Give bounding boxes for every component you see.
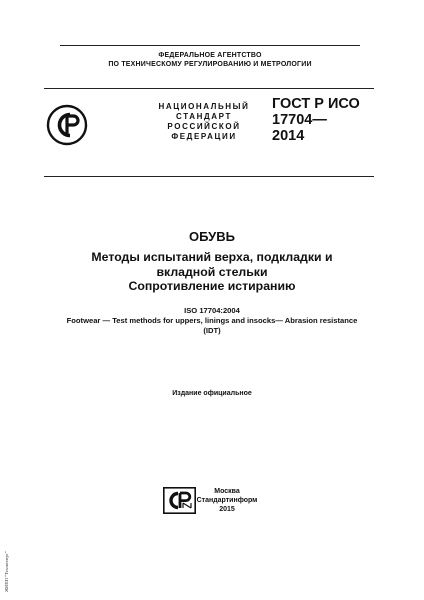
- agency-header: [60, 45, 360, 69]
- agency-line-2: ПО ТЕХНИЧЕСКОМУ РЕГУЛИРОВАНИЮ И МЕТРОЛОГИИ: [108, 61, 312, 68]
- header-divider-bottom: [44, 176, 374, 177]
- english-title-idt: (IDT): [203, 326, 221, 335]
- document-title: ОБУВЬ: [189, 229, 235, 244]
- edition-label: Издание официальное: [172, 390, 252, 397]
- subtitle-line-3: Сопротивление истиранию: [128, 279, 296, 293]
- national-standard-label: [140, 102, 268, 142]
- gost-number-line-3: 2014: [272, 128, 305, 144]
- iso-number: ISO 17704:2004: [184, 306, 240, 315]
- gost-number: [272, 96, 382, 144]
- gost-number-line-2: 17704—: [272, 112, 327, 128]
- publisher-name: Стандартинформ: [196, 497, 258, 504]
- english-title: Footwear — Test methods for uppers, linings and insocks— Abrasion resistance: [66, 316, 358, 325]
- iso-reference: [30, 306, 394, 336]
- side-stamp-text: ЖНПП "Техэксперт": [4, 551, 9, 592]
- standartinform-logo-icon: [163, 487, 196, 514]
- publisher-block: [196, 487, 258, 514]
- national-line-1: НАЦИОНАЛЬНЫЙ: [158, 102, 250, 111]
- subtitle-line-2: вкладной стельки: [156, 264, 268, 279]
- national-line-3: РОССИЙСКОЙ: [167, 122, 241, 131]
- header-divider-top: [44, 88, 374, 89]
- subtitle-line-1: Методы испытаний верха, подкладки и: [91, 250, 333, 264]
- national-line-4: ФЕДЕРАЦИИ: [171, 132, 237, 141]
- gost-number-line-1: ГОСТ Р ИСО: [272, 96, 360, 112]
- publisher-year: 2015: [219, 506, 235, 513]
- national-line-2: СТАНДАРТ: [176, 112, 232, 121]
- agency-line-1: ФЕДЕРАЛЬНОЕ АГЕНТСТВО: [158, 52, 262, 59]
- side-stamp: [0, 512, 10, 592]
- gost-r-certification-icon: [46, 104, 88, 146]
- document-subtitle: [60, 250, 364, 294]
- publisher-city: Москва: [214, 488, 240, 495]
